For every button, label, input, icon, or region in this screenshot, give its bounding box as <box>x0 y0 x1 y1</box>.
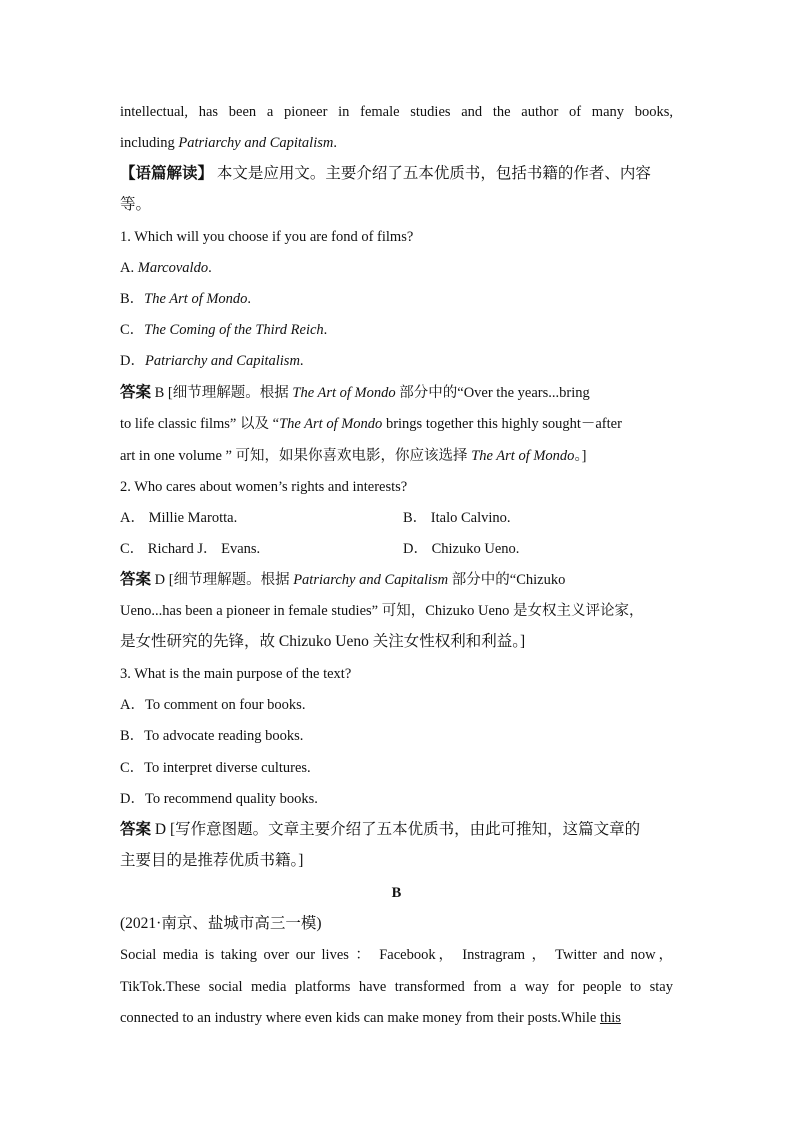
question-1-option-d: D．Patriarchy and Capitalism. <box>120 353 304 369</box>
question-1-option-a: A. Marcovaldo. <box>120 260 212 276</box>
intro-line-2: including Patriarchy and Capitalism. <box>120 135 337 151</box>
question-2-option-c: C． Richard J． Evans. <box>120 541 261 557</box>
question-2-stem: 2. Who cares about women’s rights and interests? <box>120 479 408 495</box>
answer-label: 答案 <box>120 384 152 401</box>
analysis-line-2: 等。 <box>120 196 152 213</box>
analysis-line-1: 【语篇解读】 本文是应用文。主要介绍了五本优质书，包括书籍的作者、内容 <box>120 165 651 182</box>
passage-line-1: Social media is taking over our lives ： Facebook， Instragram ， Twitter and now， <box>120 947 673 963</box>
book-title: Patriarchy and Capitalism <box>178 135 334 151</box>
question-1-stem: 1. Which will you choose if you are fond of films? <box>120 229 414 245</box>
section-heading: B <box>391 885 402 901</box>
question-2-option-d: D． Chizuko Ueno. <box>403 541 520 557</box>
answer-label: 答案 <box>120 821 152 838</box>
underlined-word: this <box>599 1010 621 1026</box>
answer-2-line-1: 答案 D [细节理解题。根据 Patriarchy and Capitalism 部分中的“Chizuko <box>120 571 566 588</box>
answer-1-line-1: 答案 B [细节理解题。根据 The Art of Mondo 部分中的“Over the years...bring <box>120 384 590 401</box>
intro-line-1: intellectual, has been a pioneer in female studies and the author of many books, <box>120 104 673 120</box>
answer-3-line-2: 主要目的是推荐优质书籍。] <box>120 852 304 869</box>
answer-1-line-3: art in one volume ” 可知，如果你喜欢电影，你应该选择 The Art of Mondo。] <box>120 448 587 464</box>
answer-2-line-3: 是女性研究的先锋，故 Chizuko Ueno 关注女性权利和利益。] <box>120 633 526 650</box>
question-3-option-d: D．To recommend quality books. <box>120 791 318 807</box>
passage-source: (2021·南京、盐城市高三一模) <box>120 915 322 932</box>
answer-label: 答案 <box>120 571 152 588</box>
question-3-stem: 3. What is the main purpose of the text? <box>120 666 352 682</box>
question-2-option-a: A． Millie Marotta. <box>120 510 238 526</box>
question-3-option-b: B．To advocate reading books. <box>120 728 304 744</box>
answer-3-line-1: 答案 D [写作意图题。文章主要介绍了五本优质书，由此可推知，这篇文章的 <box>120 821 641 838</box>
question-3-option-a: A．To comment on four books. <box>120 697 306 713</box>
analysis-label: 【语篇解读】 <box>120 165 214 182</box>
question-3-option-c: C．To interpret diverse cultures. <box>120 760 311 776</box>
answer-1-line-2: to life classic films” 以及 “The Art of Mondo brings together this highly sought－after <box>120 416 622 432</box>
answer-2-line-2: Ueno...has been a pioneer in female studies” 可知，Chizuko Ueno 是女权主义评论家， <box>120 603 644 619</box>
passage-line-3: connected to an industry where even kids can make money from their posts.While this <box>120 1010 621 1026</box>
question-2-option-b: B． Italo Calvino. <box>403 510 511 526</box>
question-1-option-b: B．The Art of Mondo. <box>120 291 252 307</box>
passage-line-2: TikTok.These social media platforms have transformed from a way for people to stay <box>120 979 673 995</box>
question-1-option-c: C．The Coming of the Third Reich. <box>120 322 328 338</box>
